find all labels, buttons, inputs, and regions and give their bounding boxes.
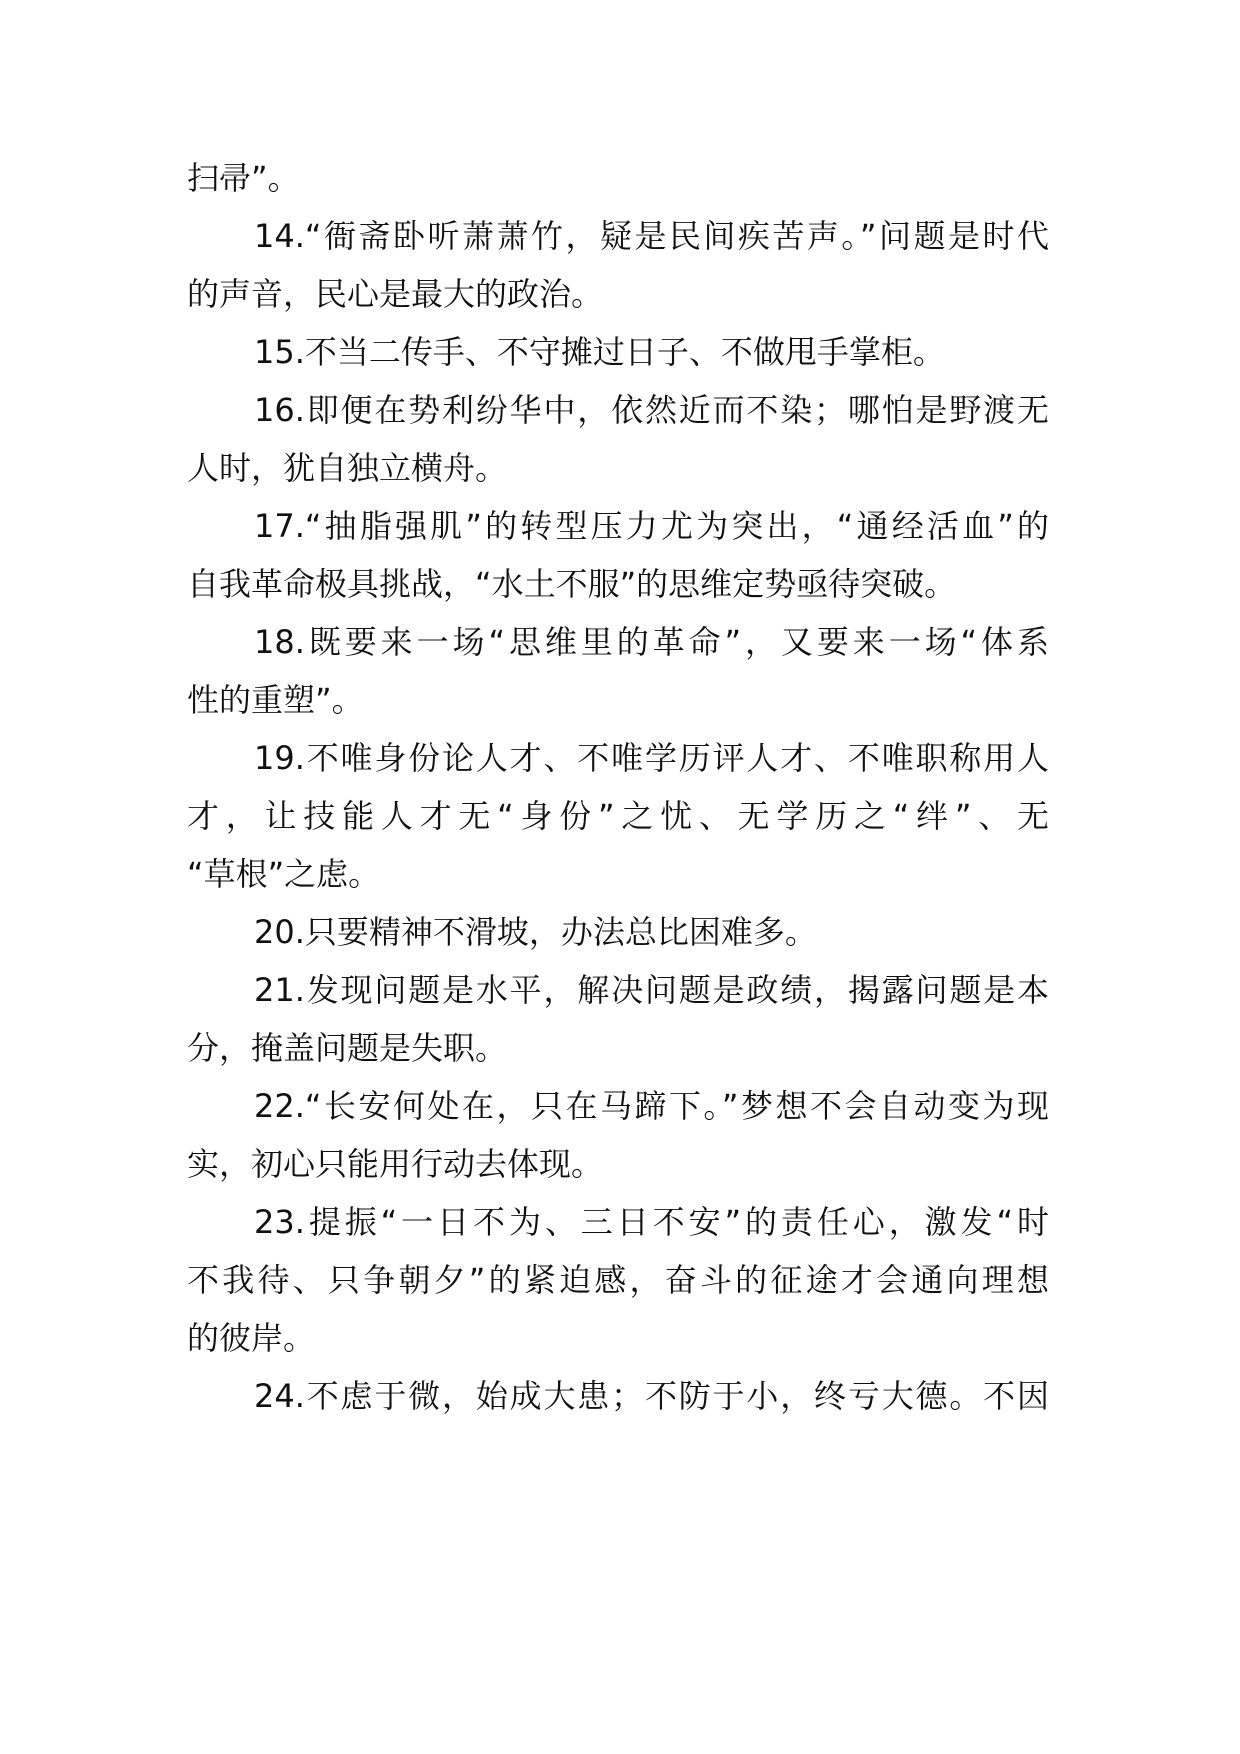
- text-line: 不我待、只争朝夕”的紧迫感，奋斗的征途才会通向理想: [187, 1261, 1049, 1299]
- text-line: 18.既要来一场“思维里的革命”，又要来一场“体系: [254, 623, 1049, 661]
- text-line: 16.即便在势利纷华中，依然近而不染；哪怕是野渡无: [254, 391, 1049, 429]
- text-line: 20.只要精神不滑坡，办法总比困难多。: [254, 913, 817, 951]
- text-line: “草根”之虑。: [187, 855, 381, 893]
- text-line: 17.“抽脂强肌”的转型压力尤为突出，“通经活血”的: [254, 507, 1049, 545]
- text-line: 14.“衙斋卧听萧萧竹，疑是民间疾苦声。”问题是时代: [254, 217, 1049, 255]
- text-line: 人时，犹自独立横舟。: [187, 449, 508, 487]
- text-line: 23.提振“一日不为、三日不安”的责任心，激发“时: [254, 1203, 1049, 1241]
- text-line: 分，掩盖问题是失职。: [187, 1029, 508, 1067]
- text-line: 22.“长安何处在，只在马蹄下。”梦想不会自动变为现: [254, 1087, 1049, 1125]
- text-line: 才，让技能人才无“身份”之忧、无学历之“绊”、无: [187, 797, 1049, 835]
- text-line: 实，初心只能用行动去体现。: [187, 1145, 604, 1183]
- text-line: 的彼岸。: [187, 1319, 316, 1357]
- text-line: 自我革命极具挑战，“水土不服”的思维定势亟待突破。: [187, 565, 957, 603]
- text-line: 性的重塑”。: [187, 681, 364, 719]
- text-line: 19.不唯身份论人才、不唯学历评人才、不唯职称用人: [254, 739, 1049, 777]
- text-line: 21.发现问题是水平，解决问题是政绩，揭露问题是本: [254, 971, 1049, 1009]
- text-line: 24.不虑于微，始成大患；不防于小，终亏大德。不因: [254, 1377, 1049, 1415]
- text-line: 扫帚”。: [187, 159, 300, 197]
- text-line: 的声音，民心是最大的政治。: [187, 275, 604, 313]
- text-line: 15.不当二传手、不守摊过日子、不做甩手掌柜。: [254, 333, 945, 371]
